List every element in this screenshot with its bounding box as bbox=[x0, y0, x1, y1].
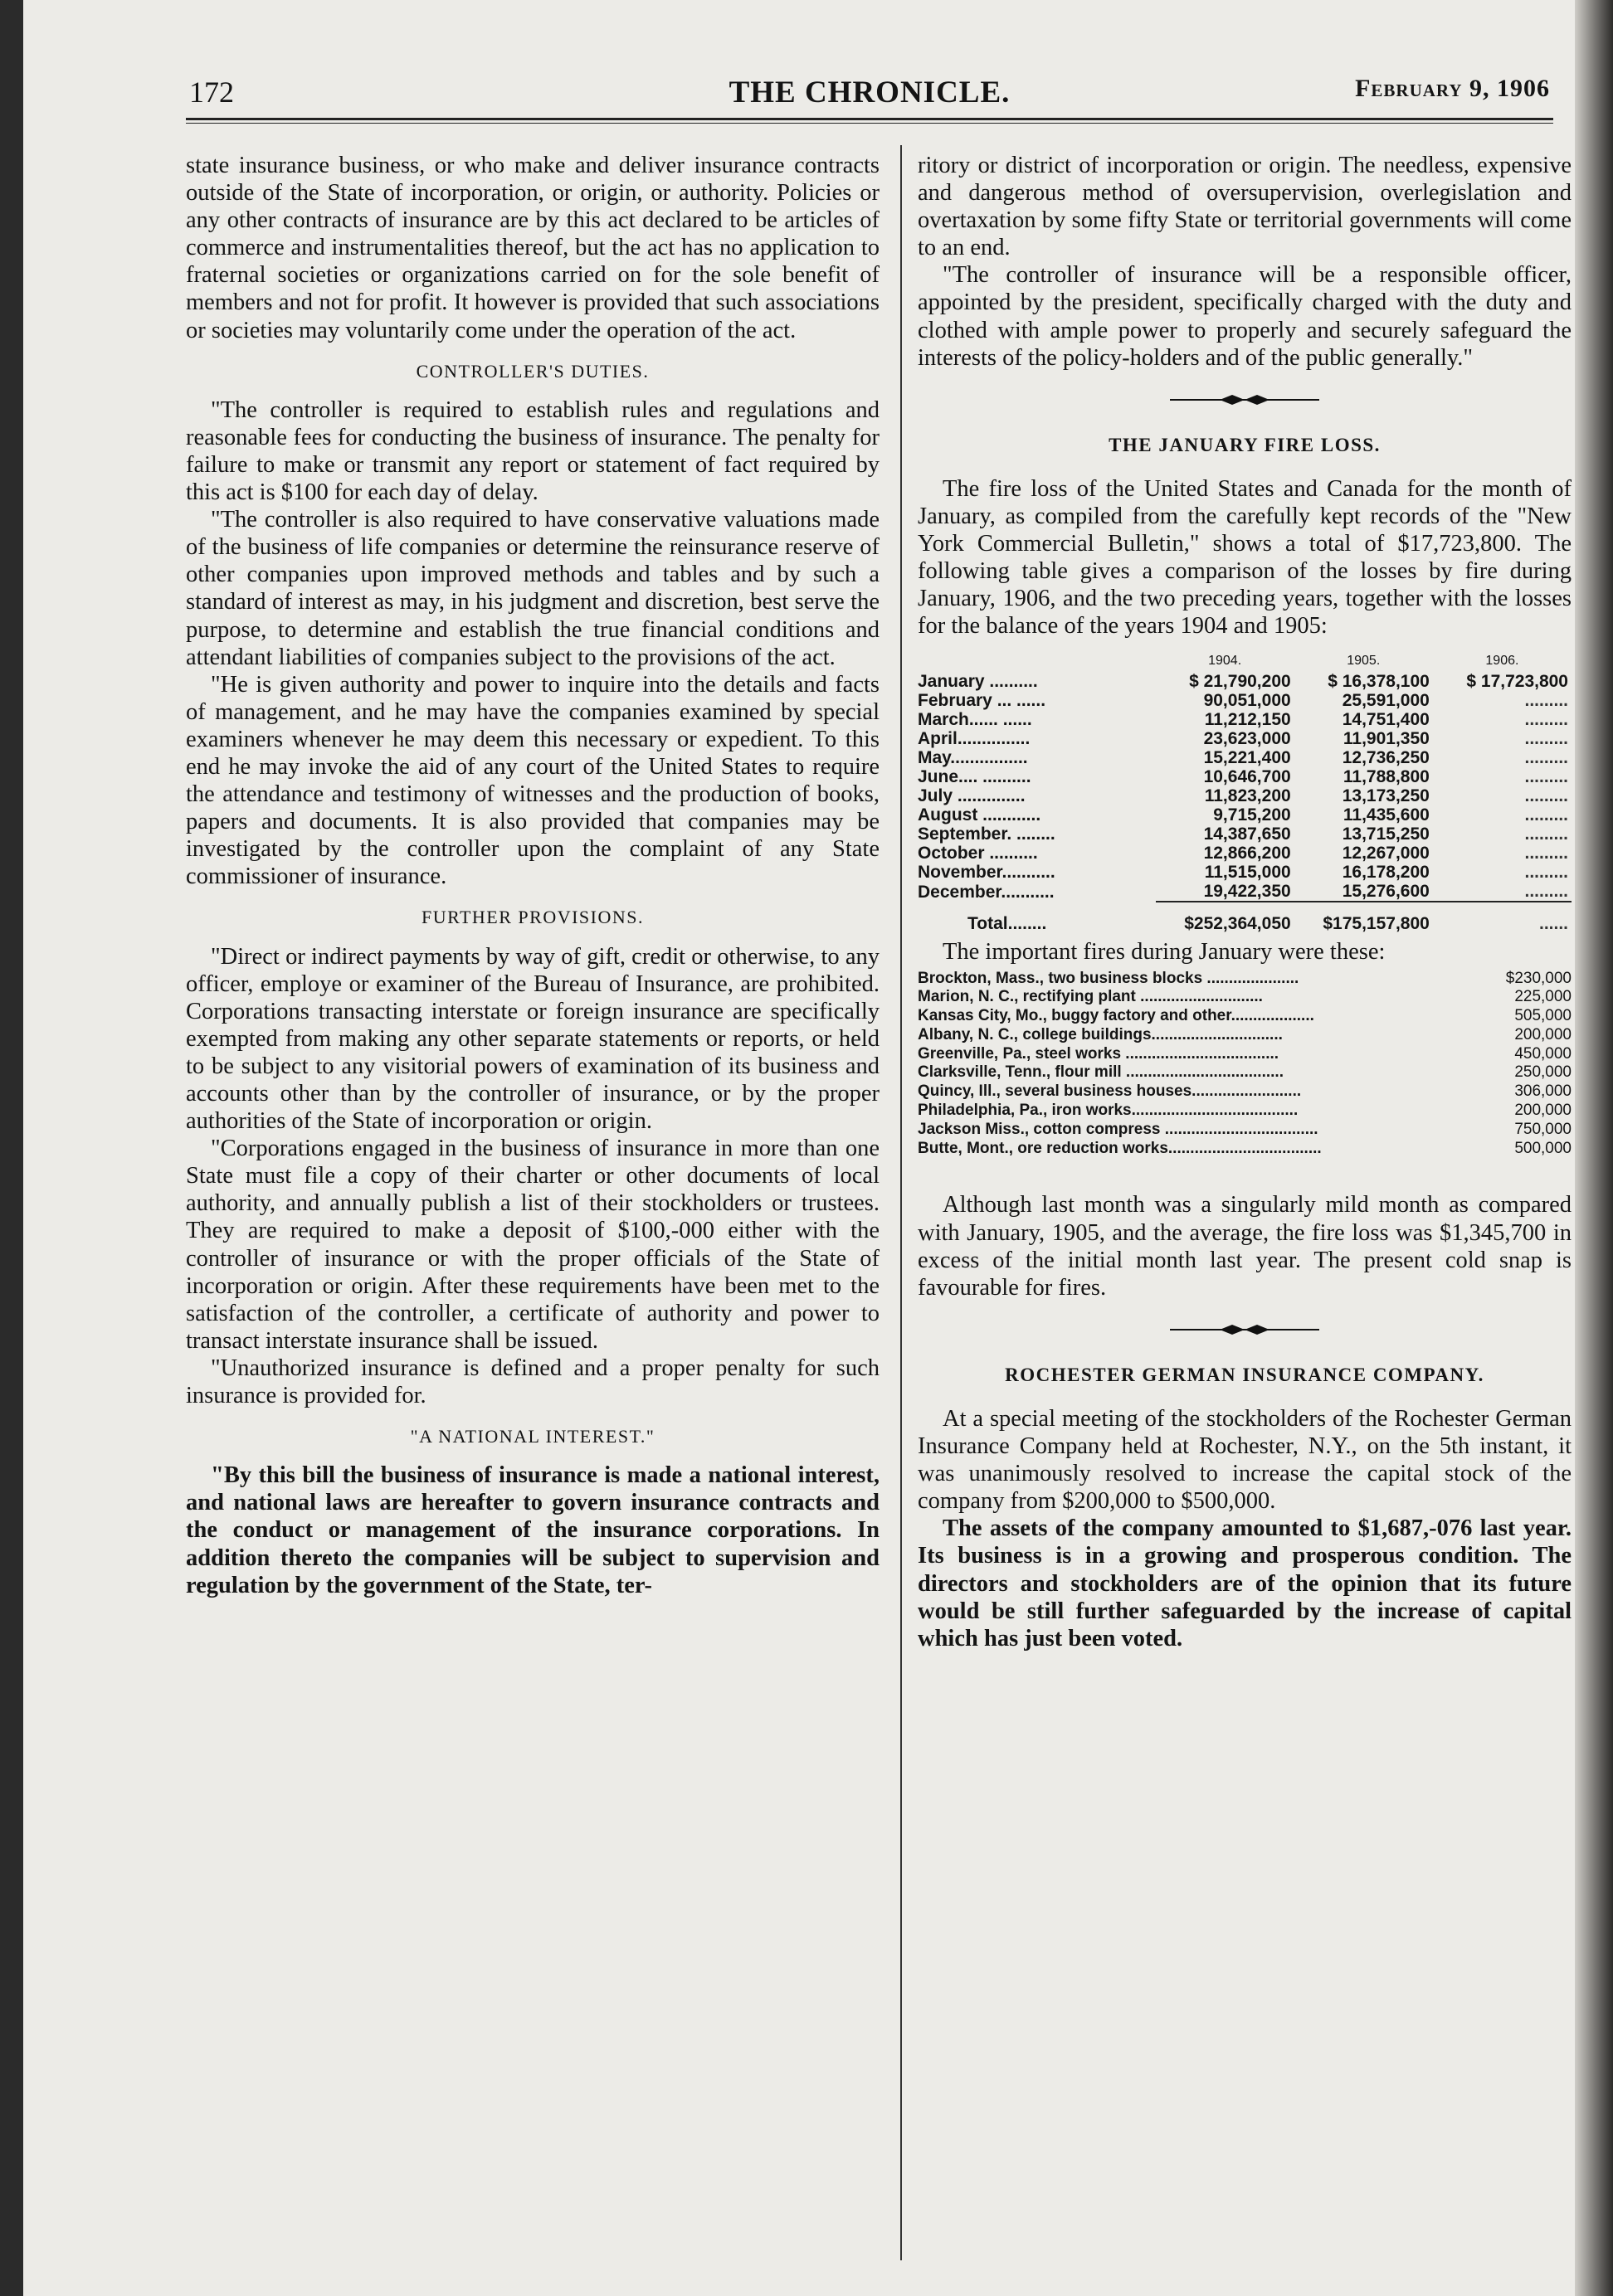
month-cell: January .......... bbox=[918, 672, 1038, 692]
right-column bbox=[918, 152, 1572, 1652]
value-cell: $ 17,723,800 bbox=[1466, 672, 1568, 692]
total-cell: $252,364,050 bbox=[1184, 914, 1291, 934]
paragraph: "Corporations engaged in the business of insurance in more than one State must file a copy of their charter or other documents of local authority, and annually publish a list of their stockholders or trustees. They are required to make a deposit of $100,-000 either with the controller of insurance or with the proper officials of the State of incorporation or origin. After these requirements have been met to the satisfaction of the controller, a certificate of authority and power to transact interstate insurance shall be issued. bbox=[186, 1136, 880, 1354]
column-header: 1905. bbox=[1347, 654, 1381, 669]
value-cell: $ 21,790,200 bbox=[1189, 672, 1291, 692]
fire-amount: 200,000 bbox=[1514, 1102, 1572, 1120]
value-cell: ......... bbox=[1524, 767, 1568, 787]
column-header: 1906. bbox=[1485, 654, 1519, 669]
list-item bbox=[918, 1045, 1572, 1064]
list-item bbox=[918, 1082, 1572, 1102]
value-cell: 13,173,250 bbox=[1342, 786, 1430, 806]
value-cell: 11,212,150 bbox=[1204, 710, 1291, 730]
table-row bbox=[918, 767, 1572, 786]
paragraph: "The controller is required to establish rules and regulations and reasonable fees for conducting the business of insurance. The penalty for failure to make or transmit any report or statement of fact required by this act is $100 for each day of delay. bbox=[186, 396, 880, 506]
list-item bbox=[918, 970, 1572, 989]
value-cell: 15,276,600 bbox=[1342, 882, 1430, 902]
issue-date: February 9, 1906 bbox=[1355, 75, 1550, 102]
value-cell: 25,591,000 bbox=[1342, 691, 1430, 711]
value-cell: $ 16,378,100 bbox=[1328, 672, 1430, 692]
value-cell: 11,515,000 bbox=[1204, 863, 1291, 883]
page-header bbox=[189, 75, 1550, 108]
fire-amount: 200,000 bbox=[1514, 1025, 1572, 1043]
section-title-rochester: ROCHESTER GERMAN INSURANCE COMPANY. bbox=[1005, 1364, 1484, 1385]
month-cell: July .............. bbox=[918, 786, 1026, 806]
paragraph: The fire loss of the United States and Canada for the month of January, as compiled from the carefully kept records of the "New York Commercial Bulletin," shows a total of $17,723,800. The following table gives a comparison of the losses by fire during January, 1906, and the two preceding years, together with the losses for the balance of the years 1904 and 1905: bbox=[918, 475, 1572, 640]
page-number: 172 bbox=[189, 75, 234, 109]
month-cell: September. ........ bbox=[918, 825, 1055, 844]
fire-amount: 750,000 bbox=[1514, 1120, 1572, 1138]
paragraph: ritory or district of incorporation or origin. The needless, expensive and dangerous method of oversupervision, overlegislation and overtaxation by some fifty State or territorial governments will come to an end. bbox=[918, 153, 1572, 261]
total-cell: $175,157,800 bbox=[1323, 914, 1430, 934]
table-row bbox=[918, 729, 1572, 748]
paragraph: "Direct or indirect payments by way of gift, credit or otherwise, to any officer, employe or examiner of the Bureau of Insurance, are prohibited. Corporations transacting interstate or foreign insurance are specifically exempted from making any other separate statements or reports, or held to be subject to any visitorial powers of examination of its business and accounts other than by the controller of insurance, or by the proper authorities of the State of incorporation or origin. bbox=[186, 943, 880, 1135]
month-cell: December........... bbox=[918, 882, 1055, 902]
table-header-row bbox=[918, 651, 1572, 672]
table-row bbox=[918, 672, 1572, 691]
fire-amount: 500,000 bbox=[1514, 1139, 1572, 1157]
month-cell: August ............ bbox=[918, 805, 1041, 825]
fire-location: Marion, N. C., rectifying plant ............................ bbox=[918, 988, 1263, 1006]
value-cell: 12,736,250 bbox=[1342, 748, 1430, 768]
value-cell: ......... bbox=[1524, 691, 1568, 711]
ornament-divider bbox=[1170, 393, 1319, 406]
value-cell: 16,178,200 bbox=[1342, 863, 1430, 883]
month-cell: June.... .......... bbox=[918, 767, 1031, 787]
value-cell: 12,866,200 bbox=[1203, 844, 1291, 863]
table-row bbox=[918, 748, 1572, 767]
table-row bbox=[918, 882, 1572, 902]
paragraph: "The controller of insurance will be a responsible officer, appointed by the president, specifically charged with the duty and clothed with ample power to properly and securely safeguard the interests of the policy-holders and of the public generally." bbox=[918, 262, 1572, 371]
subheading: "A NATIONAL INTEREST." bbox=[410, 1426, 655, 1447]
month-cell: February ... ...... bbox=[918, 691, 1046, 711]
value-cell: 11,901,350 bbox=[1343, 729, 1430, 749]
list-item bbox=[918, 1026, 1572, 1045]
publication-title: THE CHRONICLE. bbox=[729, 75, 1011, 109]
fire-amount: 505,000 bbox=[1514, 1007, 1572, 1025]
subheading: FURTHER PROVISIONS. bbox=[422, 907, 644, 928]
newspaper-page bbox=[23, 0, 1613, 2296]
fire-loss-table bbox=[918, 651, 1572, 933]
value-cell: 19,422,350 bbox=[1203, 882, 1291, 902]
fire-location: Albany, N. C., college buildings.............................. bbox=[918, 1025, 1283, 1043]
paragraph: The important fires during January were these: bbox=[943, 939, 1386, 966]
fire-location: Jackson Miss., cotton compress ................................... bbox=[918, 1120, 1318, 1138]
table-row bbox=[918, 825, 1572, 844]
fire-amount: 250,000 bbox=[1514, 1063, 1572, 1082]
list-item bbox=[918, 1121, 1572, 1140]
fire-location: Quincy, Ill., several business houses......................... bbox=[918, 1082, 1302, 1101]
value-cell: 13,715,250 bbox=[1342, 825, 1430, 844]
table-row bbox=[918, 786, 1572, 805]
fire-location: Kansas City, Mo., buggy factory and other................... bbox=[918, 1007, 1314, 1025]
fire-location: Butte, Mont., ore reduction works................................... bbox=[918, 1139, 1322, 1157]
list-item bbox=[918, 1140, 1572, 1159]
total-label: Total........ bbox=[967, 914, 1047, 934]
bold-paragraph-block bbox=[186, 1462, 880, 1598]
value-cell: 12,267,000 bbox=[1342, 844, 1430, 863]
value-cell: ......... bbox=[1524, 825, 1568, 844]
value-cell: 11,435,600 bbox=[1343, 805, 1430, 825]
column-divider bbox=[900, 145, 902, 2260]
month-cell: November........... bbox=[918, 863, 1055, 883]
value-cell: 11,823,200 bbox=[1204, 786, 1291, 806]
table-row bbox=[918, 863, 1572, 882]
fire-amount: 306,000 bbox=[1514, 1082, 1572, 1101]
list-item bbox=[918, 1007, 1572, 1026]
fire-location: Philadelphia, Pa., iron works...................................... bbox=[918, 1102, 1299, 1120]
value-cell: ......... bbox=[1524, 786, 1568, 806]
value-cell: ......... bbox=[1524, 844, 1568, 863]
value-cell: ......... bbox=[1524, 729, 1568, 749]
table-row bbox=[918, 805, 1572, 825]
month-cell: March...... ...... bbox=[918, 710, 1032, 730]
fire-location: Clarksville, Tenn., flour mill .................................... bbox=[918, 1063, 1284, 1082]
fire-amount: $230,000 bbox=[1505, 969, 1572, 987]
left-column bbox=[186, 152, 880, 1599]
value-cell: 90,051,000 bbox=[1203, 691, 1291, 711]
value-cell: 14,751,400 bbox=[1342, 710, 1430, 730]
table-row bbox=[918, 844, 1572, 863]
value-cell: 15,221,400 bbox=[1203, 748, 1291, 768]
binding-spine bbox=[1575, 0, 1613, 2296]
value-cell: ......... bbox=[1524, 710, 1568, 730]
list-item bbox=[918, 1102, 1572, 1121]
value-cell: ......... bbox=[1524, 863, 1568, 883]
list-item bbox=[918, 988, 1572, 1007]
important-fires-list bbox=[918, 970, 1572, 1159]
month-cell: October .......... bbox=[918, 844, 1038, 863]
fire-amount: 225,000 bbox=[1514, 988, 1572, 1006]
paragraph: At a special meeting of the stockholders of the Rochester German Insurance Company held at Rochester, N.Y., on the 5th instant, it was unanimously resolved to increase the capital stock of the company from $200,000 to $500,000. bbox=[918, 1405, 1572, 1515]
paragraph: Although last month was a singularly mild month as compared with January, 1905, and the average, the fire loss was $1,345,700 in excess of the initial month last year. The present cold snap is favourable for fires. bbox=[918, 1192, 1572, 1301]
fire-location: Brockton, Mass., two business blocks ..................... bbox=[918, 969, 1299, 987]
fire-location: Greenville, Pa., steel works ................................... bbox=[918, 1044, 1279, 1063]
paragraph: "Unauthorized insurance is defined and a proper penalty for such insurance is provided for. bbox=[186, 1355, 880, 1409]
table-total-row bbox=[918, 902, 1572, 933]
bold-paragraph-block bbox=[918, 1515, 1572, 1651]
paragraph: The assets of the company amounted to $1,687,-076 last year. Its business is in a growing and prosperous condition. The directors and stockholders are of the opinion that its future would be still further safeguarded by the increase of capital which has just been voted. bbox=[918, 1515, 1572, 1651]
paragraph: "He is given authority and power to inquire into the details and facts of management, and he may have the companies examined by special examiners whenever he may deem this necessary or expedient. To this end he may invoke the aid of any court of the United States to require the attendance and testimony of witnesses and the production of books, papers and documents. It is also provided that companies may be investigated by the controller upon the complaint of any State commissioner of insurance. bbox=[186, 671, 880, 890]
subheading: CONTROLLER'S DUTIES. bbox=[416, 360, 650, 382]
ornament-divider bbox=[1170, 1323, 1319, 1336]
value-cell: 23,623,000 bbox=[1203, 729, 1291, 749]
value-cell: ......... bbox=[1524, 882, 1568, 902]
header-rule bbox=[186, 118, 1553, 124]
value-cell: 9,715,200 bbox=[1213, 805, 1291, 825]
section-title-fire-loss: THE JANUARY FIRE LOSS. bbox=[1109, 434, 1381, 455]
paragraph: "By this bill the business of insurance is made a national interest, and national laws are hereafter to govern insurance contracts and the conduct or management of the insurance corporations. In addition thereto the companies will be subject to supervision and regulation by the government of the State, ter- bbox=[186, 1462, 880, 1598]
fire-amount: 450,000 bbox=[1514, 1044, 1572, 1063]
value-cell: 14,387,650 bbox=[1203, 825, 1291, 844]
paragraph: state insurance business, or who make and deliver insurance contracts outside of the State of incorporation, or origin, or authority. Policies or any other contracts of insurance are by this act declared to be articles of commerce and instrumentalities thereof, but the act has no application to fraternal societies or organizations carried on for the sole benefit of members and not for profit. It however is provided that such associations or societies may voluntarily come under the operation of the act. bbox=[186, 153, 880, 343]
list-item bbox=[918, 1063, 1572, 1082]
column-header: 1904. bbox=[1208, 654, 1242, 669]
total-cell: ...... bbox=[1538, 914, 1568, 934]
month-cell: May................ bbox=[918, 748, 1028, 768]
table-row bbox=[918, 710, 1572, 729]
month-cell: April............... bbox=[918, 729, 1031, 749]
paragraph: "The controller is also required to have conservative valuations made of the business of life companies or determine the reinsurance reserve of other companies upon improved methods and tables and by such a standard of interest as may, in his judgment and discretion, best serve the purpose, to determine and establish the true financial conditions and attendant liabilities of companies subject to the provisions of the act. bbox=[186, 507, 880, 670]
value-cell: ......... bbox=[1524, 805, 1568, 825]
table-row bbox=[918, 691, 1572, 710]
value-cell: 10,646,700 bbox=[1203, 767, 1291, 787]
value-cell: 11,788,800 bbox=[1343, 767, 1430, 787]
value-cell: ......... bbox=[1524, 748, 1568, 768]
